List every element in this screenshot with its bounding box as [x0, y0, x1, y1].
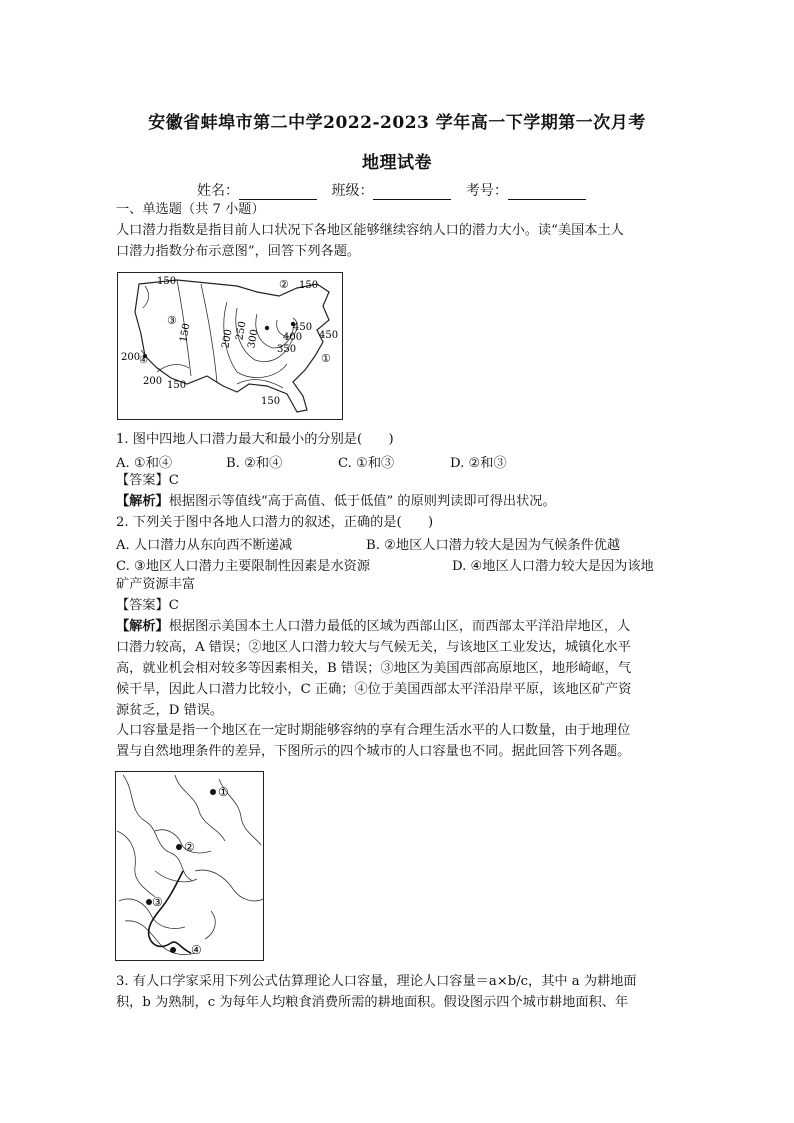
q1-analysis-text: 根据图示等值线“高于高值、低于低值” 的原则判读即可得出状况。: [168, 494, 556, 509]
map1-label: 200: [220, 328, 235, 350]
q2-analysis-line3: 高，就业机会相对较多等因素相关，B 错误；③地区为美国西部高原地区，地形崎岖，气: [116, 661, 632, 676]
map2-label-1: ①: [218, 785, 229, 799]
map1-label: ②: [279, 278, 289, 291]
q3-line2: 积，b 为熟制，c 为每年人均粮食消费所需的耕地面积。假设图示四个城市耕地面积、年: [116, 995, 629, 1010]
q1-option-b[interactable]: B. ②和④: [226, 456, 283, 471]
q2-analysis-tag: 【解析】: [116, 619, 169, 634]
map1-label: 150: [167, 380, 187, 391]
student-info-row: [197, 180, 596, 200]
map1-label: 250: [234, 320, 249, 342]
q1-stem: 1. 图中四地人口潜力最大和最小的分别是( ): [116, 432, 394, 447]
q2-option-a[interactable]: A. 人口潜力从东向西不断递减: [116, 538, 293, 553]
map1-label: 200: [121, 352, 141, 363]
map1-label: ③: [167, 314, 177, 327]
map1-label: 450: [293, 322, 313, 333]
map1-label: ④: [139, 355, 148, 366]
exam-no-label: 考号：: [465, 183, 508, 199]
map1-label: 150: [299, 280, 319, 291]
q2-option-d[interactable]: D. ④地区人口潜力较大是因为该地: [452, 559, 654, 574]
q2-option-d-cont: 矿产资源丰富: [116, 577, 196, 592]
q1-analysis-tag: 【解析】: [116, 494, 169, 509]
map1-label: ①: [321, 352, 331, 365]
q2-option-b[interactable]: B. ②地区人口潜力较大是因为气候条件优越: [366, 538, 621, 553]
document-subtitle: 地理试卷: [362, 153, 432, 173]
q2-stem: 2. 下列关于图中各地人口潜力的叙述，正确的是( ): [116, 515, 434, 530]
q2-analysis-line2: 口潜力较高，A 错误；②地区人口潜力较大与气候无关，与该地区工业发达，城镇化水平: [116, 640, 631, 655]
q1-analysis: [116, 492, 556, 512]
document-title: 安徽省蚌埠市第二中学2022-2023 学年高一下学期第一次月考: [148, 113, 646, 133]
class-label: 班级：: [331, 183, 374, 199]
q2-answer: 【答案】C: [116, 598, 179, 613]
map1-label: 200: [143, 376, 163, 387]
section-heading: 一、单选题（共 7 小题）: [116, 202, 265, 217]
q2-analysis-line1: [116, 617, 630, 637]
q1-answer: 【答案】C: [116, 473, 179, 488]
intro1-line2: 口潜力指数分布示意图”，回答下列各题。: [116, 244, 361, 259]
map2-label-2: ②: [184, 840, 195, 854]
map1-label: 150: [261, 396, 281, 407]
map1-label: 450: [319, 330, 339, 341]
intro2-line1: 人口容量是指一个地区在一定时期能够容纳的享有合理生活水平的人口数量，由于地理位: [116, 723, 631, 738]
four-cities-map: [115, 771, 264, 961]
intro2-line2: 置与自然地理条件的差异，下图所示的四个城市的人口容量也不同。据此回答下列各题。: [116, 744, 631, 759]
map1-label: 300: [246, 328, 261, 350]
us-population-potential-map: [117, 272, 343, 420]
q2-option-c[interactable]: C. ③地区人口潜力主要限制性因素是水资源: [116, 559, 371, 574]
exam-no-field[interactable]: [508, 185, 586, 200]
q3-line1: 3. 有人口学家采用下列公式估算理论人口容量，理论人口容量＝a×b/c，其中 a 为耕地面: [116, 974, 637, 989]
q2-analysis-text: 根据图示美国本土人口潜力最低的区域为西部山区，而西部太平洋沿岸地区，人: [168, 619, 631, 634]
map1-label: 350: [277, 344, 297, 355]
name-field[interactable]: [239, 185, 317, 200]
q2-analysis-line4: 候干旱，因此人口潜力比较小，C 正确；④位于美国西部太平洋沿岸平原，该地区矿产资: [116, 682, 632, 697]
map2-label-4: ④: [191, 943, 202, 957]
q2-analysis-line5: 源贫乏，D 错误。: [116, 703, 224, 718]
intro1-line1: 人口潜力指数是指目前人口状况下各地区能够继续容纳人口的潜力大小。读“美国本土人: [116, 223, 624, 238]
name-label: 姓名：: [197, 183, 239, 199]
class-field[interactable]: [373, 185, 451, 200]
map1-label: 400: [283, 332, 303, 343]
q1-option-a[interactable]: A. ①和④: [116, 456, 173, 471]
map2-label-3: ③: [152, 895, 163, 909]
map1-label: 150: [178, 322, 193, 344]
map1-label: 150: [157, 276, 177, 287]
q1-option-d[interactable]: D. ②和③: [450, 456, 507, 471]
q1-option-c[interactable]: C. ①和③: [338, 456, 395, 471]
